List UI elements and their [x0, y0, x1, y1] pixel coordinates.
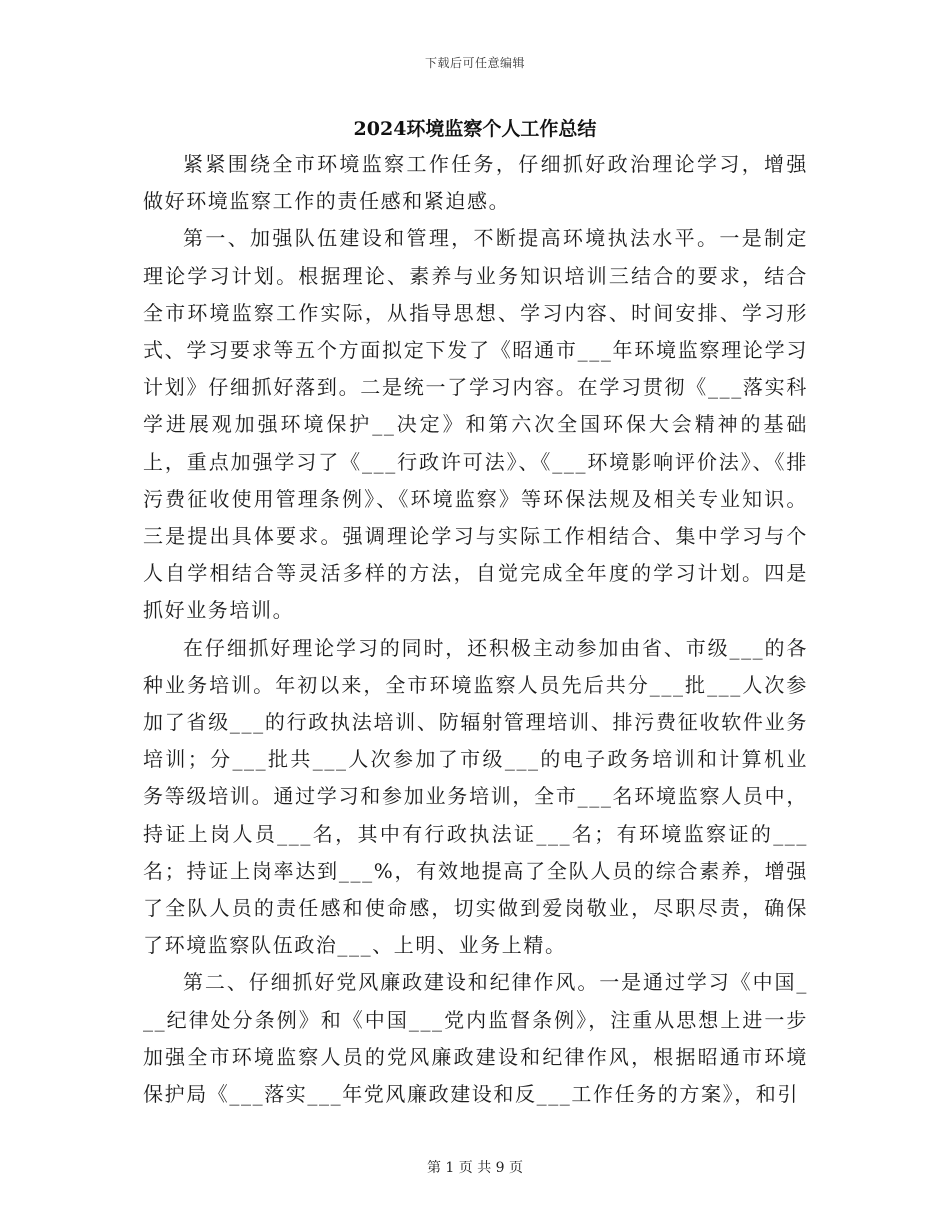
- paragraph-discipline: 第二、仔细抓好党风廉政建设和纪律作风。一是通过学习《中国___纪律处分条例》和《中国___党内监督条例》，注重从思想上进一步加强全市环境监察人员的党风廉政建设和纪律作风，根据昭通市环境保护局《___落实___年党风廉政建设和反___工作任务的方案》，和引: [143, 970, 808, 1107]
- paragraph-team-building: 第一、加强队伍建设和管理，不断提高环境执法水平。一是制定理论学习计划。根据理论、素养与业务知识培训三结合的要求，结合全市环境监察工作实际，从指导思想、学习内容、时间安排、学习形式、学习要求等五个方面拟定下发了《昭通市___年环境监察理论学习计划》仔细抓好落到。二是统一了学习内容。在学习贯彻《___落实科学进展观加强环境保护__决定》和第六次全国环保大会精神的基础上，重点加强学习了《___行政许可法》、《___环境影响评价法》、《排污费征收使用管理条例》、《环境监察》等环保法规及相关专业知识。三是提出具体要求。强调理论学习与实际工作相结合、集中学习与个人自学相结合等灵活多样的方法，自觉完成全年度的学习计划。四是抓好业务培训。: [143, 226, 808, 623]
- paragraph-intro: 紧紧围绕全市环境监察工作任务，仔细抓好政治理论学习，增强做好环境监察工作的责任感和紧迫感。: [143, 152, 808, 214]
- document-title: 2024环境监察个人工作总结: [353, 118, 597, 140]
- header-note: 下载后可任意编辑: [424, 56, 525, 70]
- page-number-footer: 第 1 页 共 9 页: [426, 1160, 524, 1176]
- paragraph-training: 在仔细抓好理论学习的同时，还积极主动参加由省、市级___的各种业务培训。年初以来，全市环境监察人员先后共分___批___人次参加了省级___的行政执法培训、防辐射管理培训、排污费征收软件业务培训；分___批共___人次参加了市级___的电子政务培训和计算机业务等级培训。通过学习和参加业务培训，全市___名环境监察人员中，持证上岗人员___名，其中有行政执法证___名；有环境监察证的___名；持证上岗率达到___%，有效地提高了全队人员的综合素养，增强了全队人员的责任感和使命感，切实做到爱岗敬业，尽职尽责，确保了环境监察队伍政治___、上明、业务上精。: [143, 635, 808, 958]
- document-body: [143, 146, 808, 1113]
